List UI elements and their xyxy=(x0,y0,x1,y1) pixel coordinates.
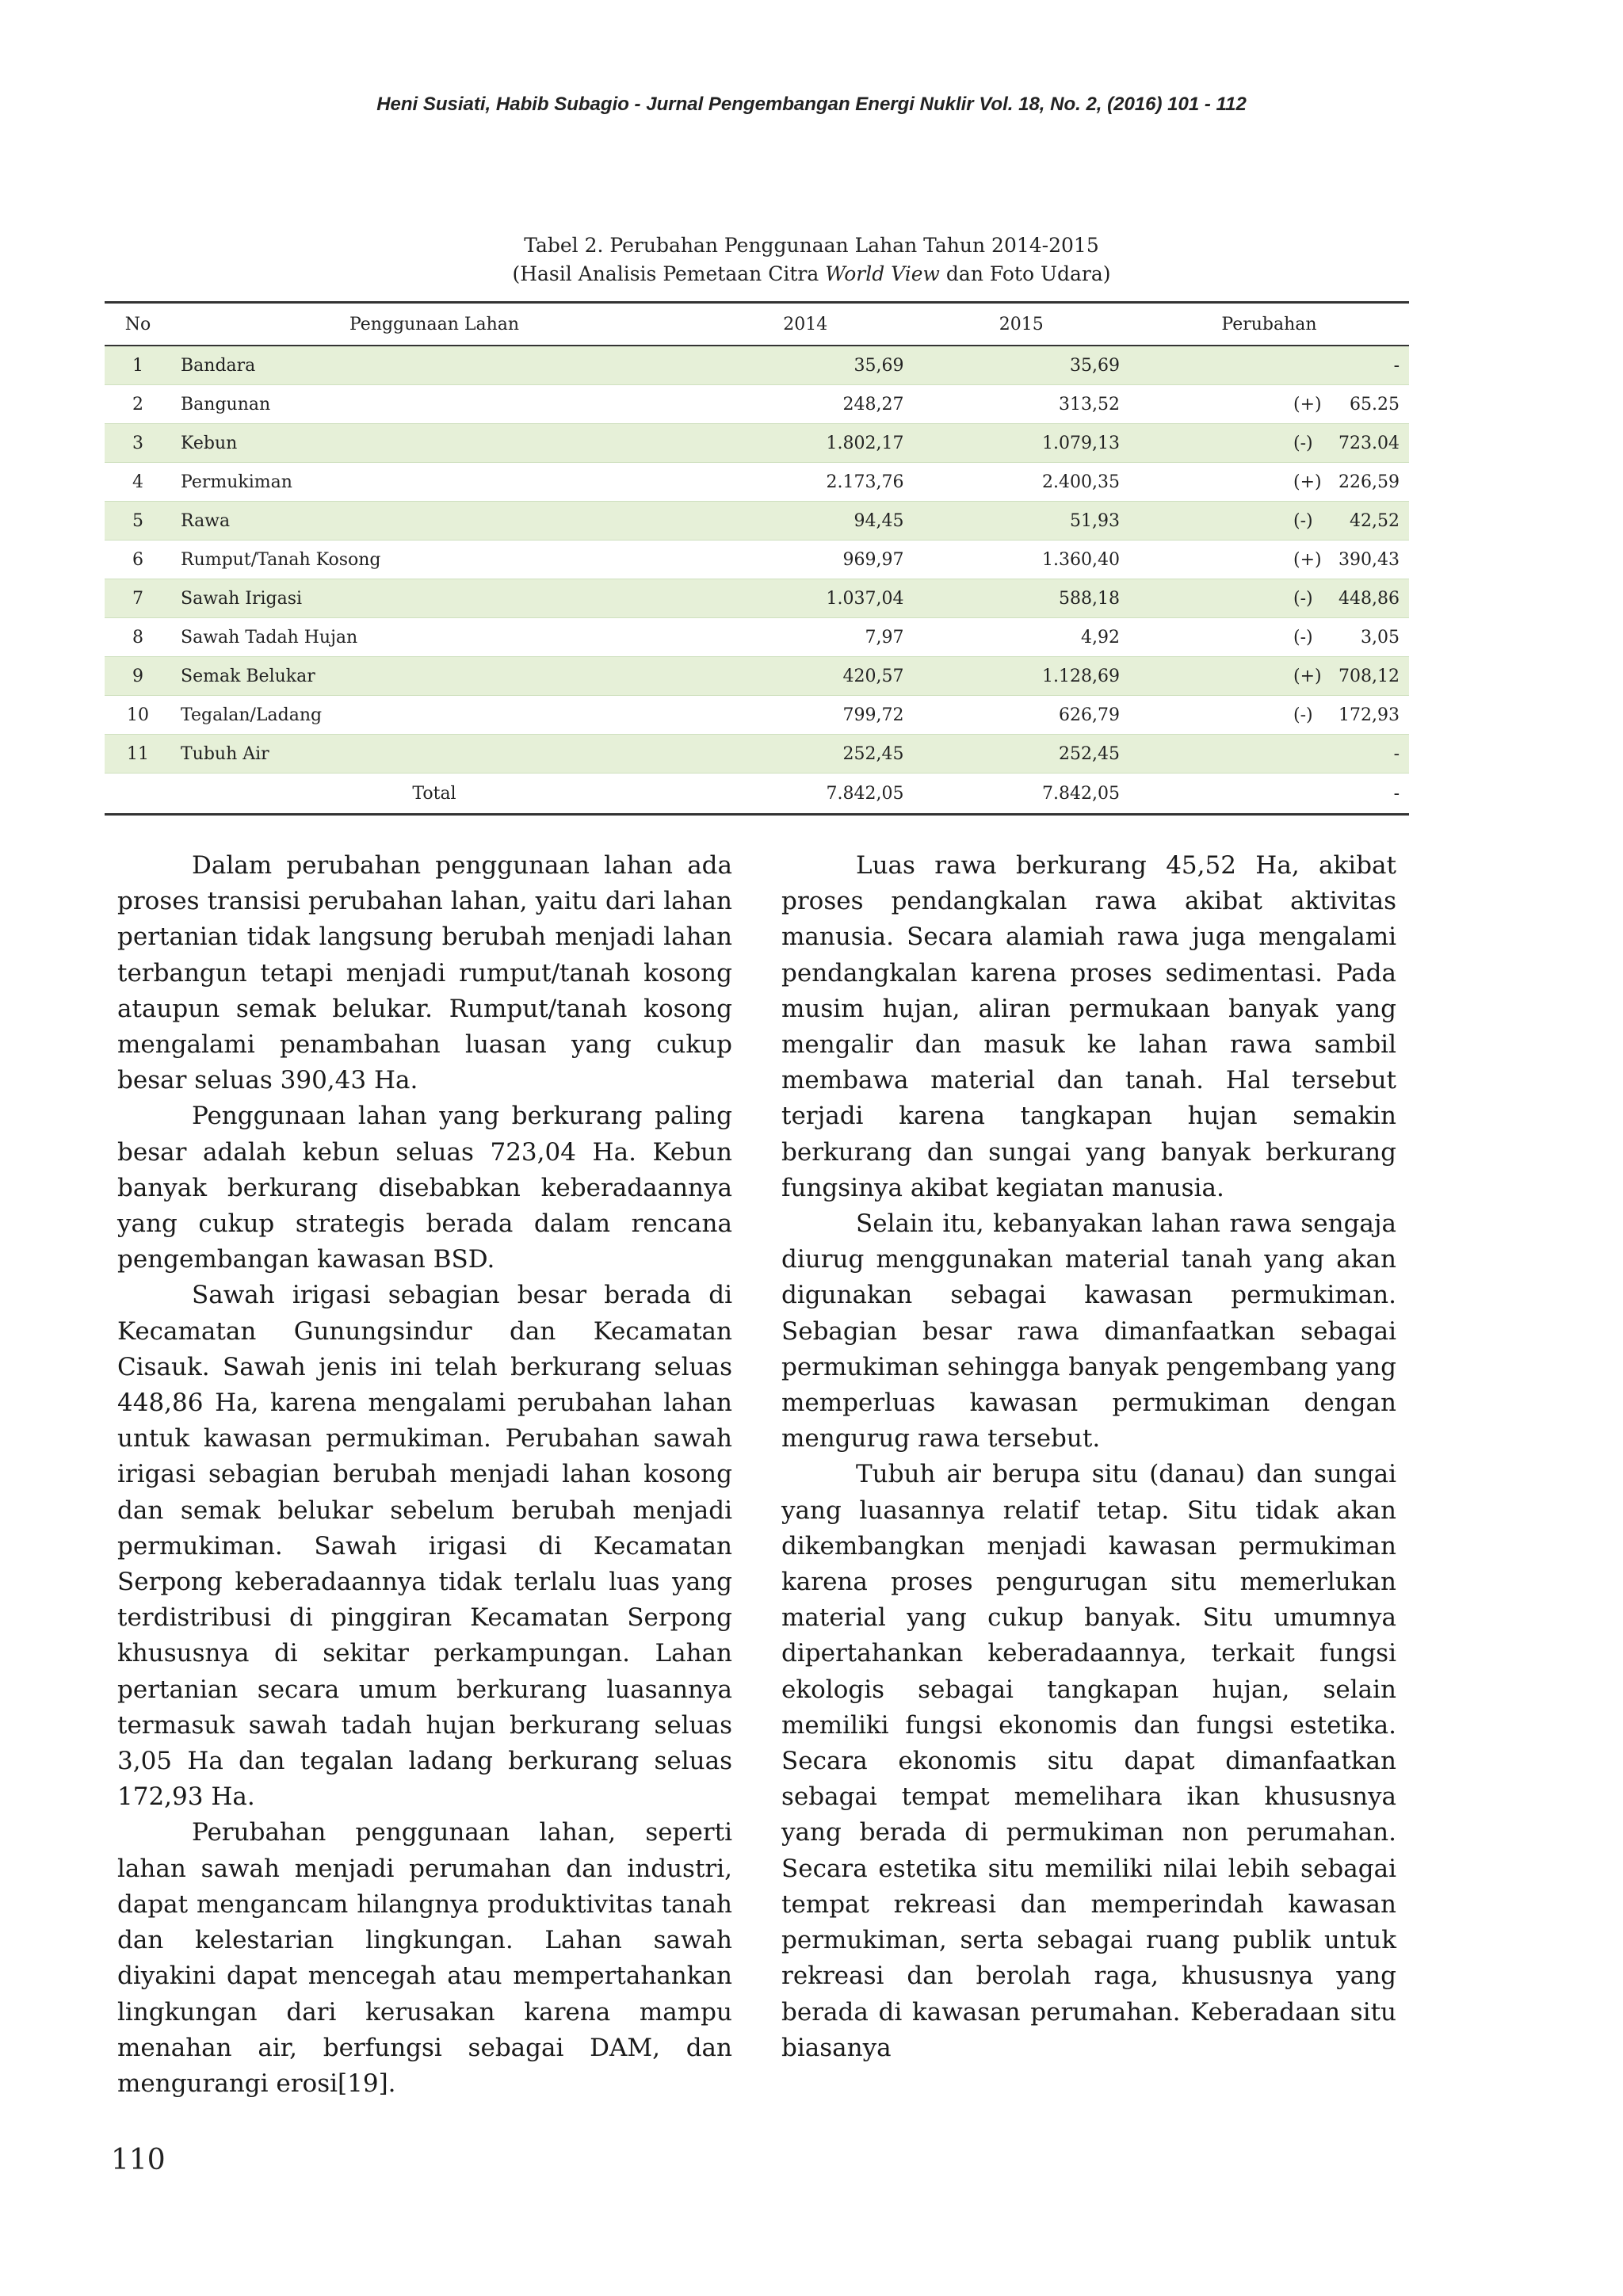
cell-2014: 420,57 xyxy=(697,657,913,696)
cell-land-use: Bangunan xyxy=(171,385,697,424)
cell-2014: 1.037,04 xyxy=(697,579,913,618)
cell-2014: 1.802,17 xyxy=(697,424,913,463)
cell-no: 4 xyxy=(105,463,171,502)
cell-2014: 252,45 xyxy=(697,735,913,774)
change-value: 390,43 xyxy=(1338,549,1400,570)
caption-italic: World View xyxy=(825,262,940,285)
cell-change xyxy=(1129,735,1409,774)
change-value: 226,59 xyxy=(1338,472,1400,492)
cell-land-use: Tubuh Air xyxy=(171,735,697,774)
paragraph: Sawah irigasi sebagian besar berada di Kecamatan Gunungsindur dan Kecamatan Cisauk. Sawah jenis ini telah berkurang seluas 448,86 Ha, karena mengalami perubahan lahan untuk kawasan permukiman. Perubahan sawah irigasi sebagian berubah menjadi lahan kosong dan semak belukar sebelum berubah menjadi permukiman. Sawah irigasi di Kecamatan Serpong keberadaannya tidak terlalu luas yang terdistribusi di pinggiran Kecamatan Serpong khususnya di sekitar perkampungan. Lahan pertanian secara umum berkurang luasannya termasuk sawah tadah hujan berkurang seluas 3,05 Ha dan tegalan ladang berkurang seluas 172,93 Ha. xyxy=(117,1281,732,1812)
table-body xyxy=(105,346,1409,815)
cell-no: 2 xyxy=(105,385,171,424)
cell-2015: 4,92 xyxy=(913,618,1128,657)
table-row xyxy=(105,696,1409,735)
header-2015: 2015 xyxy=(913,303,1128,346)
cell-change xyxy=(1129,541,1409,579)
cell-2014: 94,45 xyxy=(697,502,913,541)
cell-2015: 313,52 xyxy=(913,385,1128,424)
cell-no: 9 xyxy=(105,657,171,696)
cell-land-use: Rumput/Tanah Kosong xyxy=(171,541,697,579)
table-row xyxy=(105,502,1409,541)
table-caption-line2 xyxy=(0,260,1623,288)
total-cell-empty xyxy=(105,774,171,815)
change-value: 708,12 xyxy=(1338,666,1400,686)
cell-2014: 248,27 xyxy=(697,385,913,424)
change-value: 172,93 xyxy=(1338,705,1400,725)
cell-change xyxy=(1129,385,1409,424)
paragraph: Selain itu, kebanyakan lahan rawa sengaja diurug menggunakan material tanah yang akan digunakan sebagai kawasan permukiman. Sebagian besar rawa dimanfaatkan sebagai permukiman sehingga banyak pengembang yang memperluas kawasan permukiman dengan mengurug rawa tersebut. xyxy=(781,1209,1396,1454)
running-header: Heni Susiati, Habib Subagio - Jurnal Pengembangan Energi Nuklir Vol. 18, No. 2, (2016) 101 - 112 xyxy=(376,94,1247,115)
page-number: 110 xyxy=(111,2144,166,2176)
table-row xyxy=(105,657,1409,696)
cell-no: 5 xyxy=(105,502,171,541)
cell-no: 1 xyxy=(105,346,171,385)
caption-post: dan Foto Udara) xyxy=(939,262,1111,285)
cell-change xyxy=(1129,657,1409,696)
cell-2014: 2.173,76 xyxy=(697,463,913,502)
paragraph: Dalam perubahan penggunaan lahan ada proses transisi perubahan lahan, yaitu dari lahan pertanian tidak langsung berubah menjadi lahan terbangun tetapi menjadi rumput/tanah kosong ataupun semak belukar. Rumput/tanah kosong mengalami penambahan luasan yang cukup besar seluas 390,43 Ha. xyxy=(117,851,732,1095)
cell-2015: 51,93 xyxy=(913,502,1128,541)
table-header-row xyxy=(105,303,1409,346)
paragraph: Perubahan penggunaan lahan, seperti lahan sawah menjadi perumahan dan industri, dapat mengancam hilangnya produktivitas tanah dan kelestarian lingkungan. Lahan sawah diyakini dapat mencegah atau mempertahankan lingkungan dari kerusakan karena mampu menahan air, berfungsi sebagai DAM, dan mengurangi erosi[19]. xyxy=(117,1818,732,2098)
header-no: No xyxy=(105,303,171,346)
cell-2014: 969,97 xyxy=(697,541,913,579)
cell-no: 10 xyxy=(105,696,171,735)
cell-2015: 1.079,13 xyxy=(913,424,1128,463)
table-caption-line1: Tabel 2. Perubahan Penggunaan Lahan Tahun 2014-2015 xyxy=(524,234,1099,257)
cell-no: 3 xyxy=(105,424,171,463)
cell-change xyxy=(1129,463,1409,502)
table-caption xyxy=(0,231,1623,288)
change-sign: (+) xyxy=(1293,549,1322,570)
cell-2015: 252,45 xyxy=(913,735,1128,774)
cell-land-use: Kebun xyxy=(171,424,697,463)
change-value: 3,05 xyxy=(1361,627,1400,648)
cell-no: 6 xyxy=(105,541,171,579)
cell-land-use: Rawa xyxy=(171,502,697,541)
change-value: 42,52 xyxy=(1350,510,1400,531)
total-2014: 7.842,05 xyxy=(697,774,913,815)
change-value: 723.04 xyxy=(1338,433,1400,453)
cell-change xyxy=(1129,696,1409,735)
total-2015: 7.842,05 xyxy=(913,774,1128,815)
cell-change xyxy=(1129,579,1409,618)
cell-change xyxy=(1129,502,1409,541)
change-sign: (+) xyxy=(1293,666,1322,686)
cell-2015: 35,69 xyxy=(913,346,1128,385)
header-2014: 2014 xyxy=(697,303,913,346)
cell-land-use: Sawah Tadah Hujan xyxy=(171,618,697,657)
change-sign: (+) xyxy=(1293,472,1322,492)
total-change: - xyxy=(1129,774,1409,815)
change-value: - xyxy=(1393,355,1400,376)
cell-land-use: Sawah Irigasi xyxy=(171,579,697,618)
cell-2015: 1.128,69 xyxy=(913,657,1128,696)
cell-land-use: Bandara xyxy=(171,346,697,385)
cell-2015: 588,18 xyxy=(913,579,1128,618)
table-row xyxy=(105,424,1409,463)
left-text-column xyxy=(117,848,732,2102)
change-sign: (-) xyxy=(1293,433,1313,453)
cell-land-use: Tegalan/Ladang xyxy=(171,696,697,735)
cell-2014: 35,69 xyxy=(697,346,913,385)
caption-pre: (Hasil Analisis Pemetaan Citra xyxy=(512,262,826,285)
change-value: 65.25 xyxy=(1350,394,1400,415)
cell-2015: 626,79 xyxy=(913,696,1128,735)
table-row xyxy=(105,579,1409,618)
cell-no: 11 xyxy=(105,735,171,774)
table-row xyxy=(105,618,1409,657)
right-text-column xyxy=(781,848,1396,2066)
table-row xyxy=(105,735,1409,774)
change-sign: (-) xyxy=(1293,705,1313,725)
cell-2014: 799,72 xyxy=(697,696,913,735)
paragraph: Penggunaan lahan yang berkurang paling besar adalah kebun seluas 723,04 Ha. Kebun banyak berkurang disebabkan keberadaannya yang cukup strategis berada dalam rencana pengembangan kawasan BSD. xyxy=(117,1102,732,1274)
change-value: - xyxy=(1393,743,1400,764)
table-row xyxy=(105,346,1409,385)
total-label: Total xyxy=(171,774,697,815)
cell-change xyxy=(1129,346,1409,385)
change-sign: (+) xyxy=(1293,394,1322,415)
change-sign: (-) xyxy=(1293,627,1313,648)
table-row xyxy=(105,385,1409,424)
change-sign: (-) xyxy=(1293,510,1313,531)
cell-change xyxy=(1129,424,1409,463)
cell-2014: 7,97 xyxy=(697,618,913,657)
cell-2015: 2.400,35 xyxy=(913,463,1128,502)
table-total-row xyxy=(105,774,1409,815)
cell-land-use: Permukiman xyxy=(171,463,697,502)
header-change: Perubahan xyxy=(1129,303,1409,346)
cell-2015: 1.360,40 xyxy=(913,541,1128,579)
cell-land-use: Semak Belukar xyxy=(171,657,697,696)
cell-change xyxy=(1129,618,1409,657)
table-row xyxy=(105,541,1409,579)
paragraph: Luas rawa berkurang 45,52 Ha, akibat proses pendangkalan rawa akibat aktivitas manusia. Secara alamiah rawa juga mengalami pendangkalan karena proses sedimentasi. Pada musim hujan, aliran permukaan banyak yang mengalir dan masuk ke lahan rawa sambil membawa material dan tanah. Hal tersebut terjadi karena tangkapan hujan semakin berkurang dan sungai yang banyak berkurang fungsinya akibat kegiatan manusia. xyxy=(781,851,1396,1202)
cell-no: 7 xyxy=(105,579,171,618)
header-land-use: Penggunaan Lahan xyxy=(171,303,697,346)
paragraph: Tubuh air berupa situ (danau) dan sungai yang luasannya relatif tetap. Situ tidak akan dikembangkan menjadi kawasan permukiman karena proses pengurugan situ memerlukan material yang cukup banyak. Situ umumnya dipertahankan keberadaannya, terkait fungsi ekologis sebagai tangkapan hujan, selain memiliki fungsi ekonomis dan fungsi estetika. Secara ekonomis situ dapat dimanfaatkan sebagai tempat memelihara ikan khususnya yang berada di permukiman non perumahan. Secara estetika situ memiliki nilai lebih sebagai tempat rekreasi dan memperindah kawasan permukiman, serta sebagai ruang publik untuk rekreasi dan berolah raga, khususnya yang berada di kawasan perumahan. Keberadaan situ biasanya xyxy=(781,1460,1396,2062)
cell-no: 8 xyxy=(105,618,171,657)
change-sign: (-) xyxy=(1293,588,1313,609)
land-use-table xyxy=(105,301,1409,816)
change-value: 448,86 xyxy=(1338,588,1400,609)
table-row xyxy=(105,463,1409,502)
